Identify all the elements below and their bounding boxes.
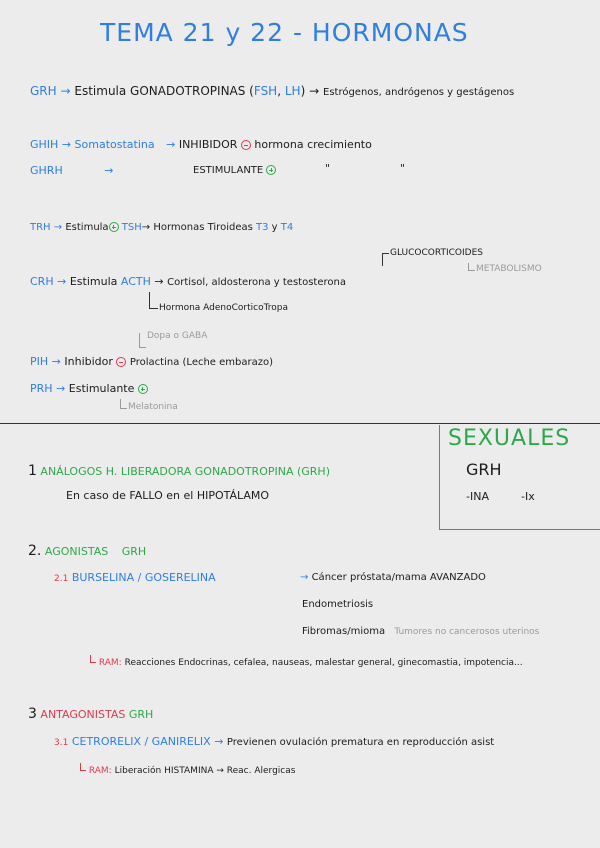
trh-text: Estimula [65,222,109,233]
ditto-mark: " [400,162,406,175]
sexuales-ina: -INA [466,490,489,503]
section-2-use3: Fibromas/mioma [302,626,386,637]
pih-result: Prolactina (Leche embarazo) [129,357,274,368]
section-2-drugs: BURSELINA / GOSERELINA [71,571,216,584]
section-3-drugs-row [54,735,494,748]
metabolismo-label: METABOLISMO [476,264,542,274]
grh-result: Estrógenos, andrógenos y gestágenos [323,87,515,98]
prh-text: Estimulante [68,382,135,395]
arrow-icon: → [141,222,151,233]
section-2-use3-note: Tumores no cancerosos uterinos [394,627,540,637]
section-number: 2. [28,543,42,559]
arrow-icon: → [57,275,67,288]
arrow-icon: → [56,382,66,395]
plus-circle-icon [266,165,276,175]
tsh-label: TSH [121,222,142,233]
prh-row [30,382,148,395]
ghrh-effect: ESTIMULANTE [193,165,264,176]
ghih-effect: INHIBIDOR [178,138,238,151]
box-left-border [439,425,440,529]
trh-row [30,222,293,233]
section-number: 3 [28,706,37,722]
arrow-icon: → [60,84,71,98]
section-2-ram: Reacciones Endocrinas, cefalea, nauseas, malestar general, ginecomastia, impotencia... [124,658,523,668]
trh-and: y [271,222,278,233]
pih-note: Dopa o GABA [147,331,208,341]
section-2-title: AGONISTAS [44,545,109,558]
ditto-mark: " [325,162,331,175]
prh-note: Melatonina [128,402,178,412]
section-2-use3-row [302,626,539,637]
section-3-title: ANTAGONISTAS [40,708,126,721]
arrow-icon: → [154,275,164,288]
pih-row [30,355,273,368]
connector-line [90,655,96,663]
ghrh-effect-row [193,165,276,176]
minus-circle-icon [116,357,126,367]
t4-label: T4 [280,222,294,233]
connector-line [468,263,475,271]
crh-abbr: CRH [30,275,54,288]
grh-abbr: GRH [30,84,57,98]
section-2-grh: GRH [121,545,147,558]
section-2-use2: Endometriosis [302,599,374,610]
section-number: 1 [28,463,37,479]
section-2-ram-row [90,655,523,668]
pih-abbr: PIH [30,355,49,368]
section-2-heading [28,543,146,559]
crh-result: Cortisol, aldosterona y testosterona [167,277,346,288]
section-1-text: En caso de FALLO en el HIPOTÁLAMO [66,489,270,502]
sexuales-title: SEXUALES [448,426,571,451]
grh-sep: , [277,84,282,98]
page-title: TEMA 21 y 22 - HORMONAS [100,18,469,47]
crh-text: Estimula [69,275,118,288]
section-2-use1-row [300,572,486,583]
grh-text: Estimula GONADOTROPINAS ( [74,84,254,98]
ram-label: RAM: [98,658,122,668]
acth-label: ACTH [120,275,151,288]
lh-label: LH [284,84,301,98]
connector-line [139,333,146,348]
arrow-icon: → [53,222,63,233]
ghih-abbr: GHIH [30,138,59,151]
grh-close: ) [300,84,306,98]
fsh-label: FSH [253,84,278,98]
prh-abbr: PRH [30,382,53,395]
section-1-title: ANÁLOGOS H. LIBERADORA GONADOTROPINA (GRH) [40,465,330,478]
section-3-use: Previenen ovulación prematura en reproducción asist [226,737,495,748]
trh-result: Hormonas Tiroideas [153,222,253,233]
somatostatina-label: Somatostatina [74,138,155,151]
arrow-icon: → [300,572,309,583]
section-2-use1: Cáncer próstata/mama AVANZADO [311,572,486,583]
crh-row [30,275,346,288]
arrow-icon: → [309,84,320,98]
sexuales-ix: -Ix [521,490,535,503]
connector-line [382,253,389,266]
arrow-icon: → [51,355,61,368]
section-3-grh: GRH [128,708,154,721]
ghih-result: hormona crecimiento [254,138,372,151]
section-2-drugs-row [54,571,216,584]
sexuales-grh: GRH [466,460,502,479]
subsection-number: 3.1 [54,738,69,748]
acth-full-label: Hormona AdenoCorticoTropa [159,303,289,313]
ram-label: RAM: [88,766,112,776]
connector-line [80,763,86,771]
minus-circle-icon [241,140,251,150]
ghrh-row [30,164,113,177]
arrow-icon: → [61,138,72,151]
box-bottom-border [439,529,600,530]
grh-row [30,84,514,98]
section-1-heading [28,463,330,479]
connector-line [120,399,127,409]
glucocorticoides-label: GLUCOCORTICOIDES [390,248,483,258]
section-3-heading [28,706,153,722]
arrow-icon: → [214,735,224,748]
ghrh-abbr: GHRH [30,164,63,177]
plus-circle-icon [138,384,148,394]
section-3-ram: Liberación HISTAMINA → Reac. Alergicas [114,766,296,776]
section-divider [0,423,600,424]
plus-circle-icon [109,222,119,232]
t3-label: T3 [256,222,269,233]
connector-line [149,292,158,309]
pih-text: Inhibidor [64,355,113,368]
section-3-ram-row [80,763,295,776]
arrow-icon: → [166,138,176,151]
section-3-drugs: CETRORELIX / GANIRELIX [71,735,211,748]
arrow-icon: → [104,164,114,177]
trh-abbr: TRH [30,222,51,233]
subsection-number: 2.1 [54,574,69,584]
ghih-row [30,138,372,151]
